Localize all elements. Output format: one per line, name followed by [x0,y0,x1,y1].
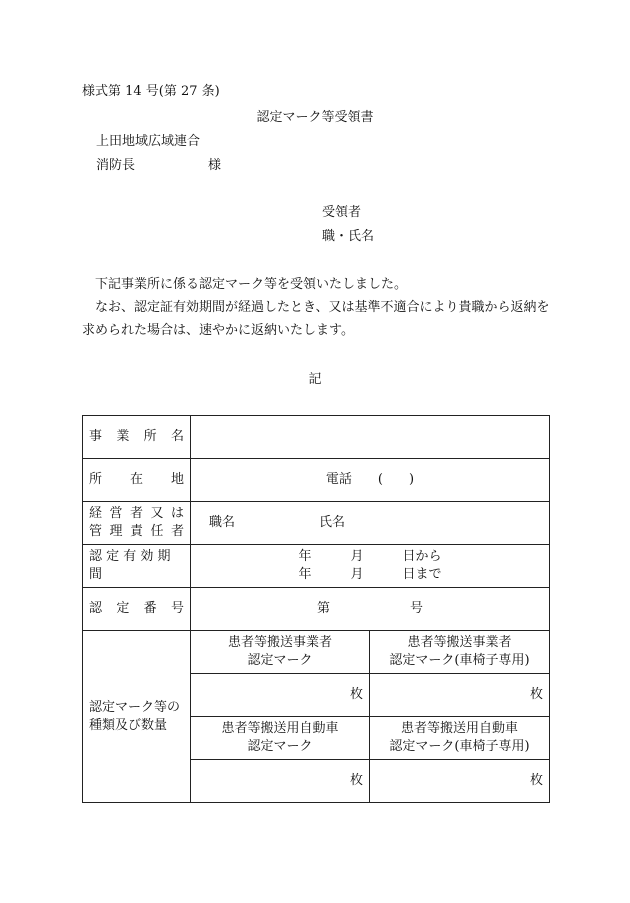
office-name-field[interactable] [191,416,550,459]
cert-number-field[interactable] [191,588,550,631]
phone-label: 電話 [325,472,352,487]
mark-type-3: 患者等搬送用自動車 認定マーク [191,717,370,760]
mark-qty-2[interactable]: 枚 [370,674,550,717]
table-row-office-name [83,416,550,459]
manager-label: 経 営 者 又 は 管 理 責 任 者 [83,502,191,545]
mark-type-4: 患者等搬送用自動車 認定マーク(車椅子専用) [370,717,550,760]
table-row-address [83,459,550,502]
document-title: 認定マーク等受領書 [256,110,374,125]
cert-number-label: 認 定 番 号 [83,588,191,631]
manager-field[interactable] [191,502,550,545]
ki-heading: 記 [308,372,322,387]
validity-to: 年 月 日まで [298,567,442,582]
office-name-label: 事 業 所 名 [83,416,191,459]
recipient-label: 受領者 [322,205,362,220]
manager-name-label: 氏名 [319,515,346,530]
cert-number-prefix: 第 [316,601,330,616]
addressee-title [96,158,222,174]
table-row-cert-number [83,588,550,631]
table-row-mark-types-1 [83,631,550,674]
form-number: 様式第 14 号(第 27 条) [82,84,220,99]
validity-from: 年 月 日から [298,549,442,564]
table-row-manager [83,502,550,545]
recipient-name-label: 職・氏名 [322,229,375,244]
address-label: 所 在 地 [83,459,191,502]
mark-qty-3[interactable]: 枚 [191,760,370,803]
validity-field[interactable] [191,545,550,588]
validity-label: 認 定 有 効 期 間 [83,545,191,588]
mark-types-label: 認定マーク等の 種類及び数量 [83,631,191,803]
mark-type-2: 患者等搬送事業者 認定マーク(車椅子専用) [370,631,550,674]
body-paragraph-1: 下記事業所に係る認定マーク等を受領いたしました。 [95,277,408,292]
receipt-form-table [82,415,550,803]
mark-qty-4[interactable]: 枚 [370,760,550,803]
addressee-position: 消防長 [96,158,136,173]
address-field[interactable] [191,459,550,502]
phone-parentheses: ( ) [377,472,415,487]
cert-number-suffix: 号 [410,601,424,616]
table-row-validity [83,545,550,588]
mark-qty-1[interactable]: 枚 [191,674,370,717]
addressee-organization: 上田地域広域連合 [96,134,201,149]
manager-title-label: 職名 [209,515,236,530]
mark-type-1: 患者等搬送事業者 認定マーク [191,631,370,674]
body-paragraph-2: なお、認定証有効期間が経過したとき、又は基準不適合により貴職から返納を求められた場合は、速やかに返納いたします。 [82,300,550,338]
honorific: 様 [208,158,222,173]
